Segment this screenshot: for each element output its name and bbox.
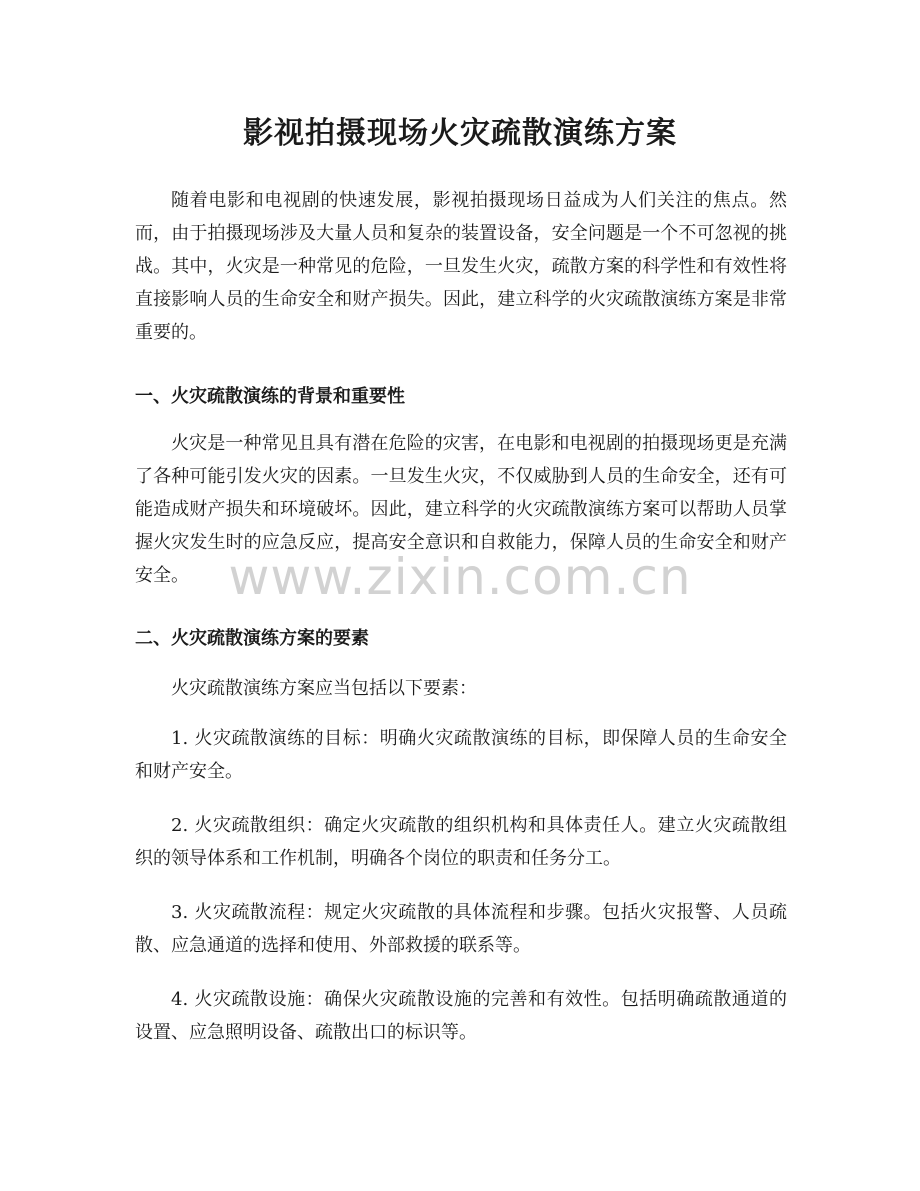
section-1-paragraph: 火灾是一种常见且具有潜在危险的灾害，在电影和电视剧的拍摄现场更是充满了各种可能引发火灾的因素。一旦发生火灾，不仅威胁到人员的生命安全，还有可能造成财产损失和环境破坏。因此，建立科学的火灾疏散演练方案可以帮助人员掌握火灾发生时的应急反应，提高安全意识和自救能力，保障人员的生命安全和财产安全。 bbox=[135, 433, 787, 586]
list-item: 1. 火灾疏散演练的目标：明确火灾疏散演练的目标，即保障人员的生命安全和财产安全。 bbox=[135, 728, 787, 782]
document-title: 影视拍摄现场火灾疏散演练方案 bbox=[243, 116, 677, 151]
list-item: 4. 火灾疏散设施：确保火灾疏散设施的完善和有效性。包括明确疏散通道的设置、应急照明设备、疏散出口的标识等。 bbox=[135, 989, 787, 1043]
list-item: 3. 火灾疏散流程：规定火灾疏散的具体流程和步骤。包括火灾报警、人员疏散、应急通道的选择和使用、外部救援的联系等。 bbox=[135, 902, 787, 956]
section-heading-1: 一、火灾疏散演练的背景和重要性 bbox=[135, 386, 405, 407]
list-item: 2. 火灾疏散组织：确定火灾疏散的组织机构和具体责任人。建立火灾疏散组织的领导体系和工作机制，明确各个岗位的职责和任务分工。 bbox=[135, 815, 787, 869]
watermark: www.zixin.com.cn bbox=[228, 548, 692, 606]
intro-paragraph: 随着电影和电视剧的快速发展，影视拍摄现场日益成为人们关注的焦点。然而，由于拍摄现场涉及大量人员和复杂的装置设备，安全问题是一个不可忽视的挑战。其中，火灾是一种常见的危险，一旦发生火灾，疏散方案的科学性和有效性将直接影响人员的生命安全和财产损失。因此，建立科学的火灾疏散演练方案是非常重要的。 bbox=[135, 190, 787, 343]
section-2-lead: 火灾疏散演练方案应当包括以下要素： bbox=[171, 678, 477, 699]
section-heading-2: 二、火灾疏散演练方案的要素 bbox=[135, 628, 369, 649]
